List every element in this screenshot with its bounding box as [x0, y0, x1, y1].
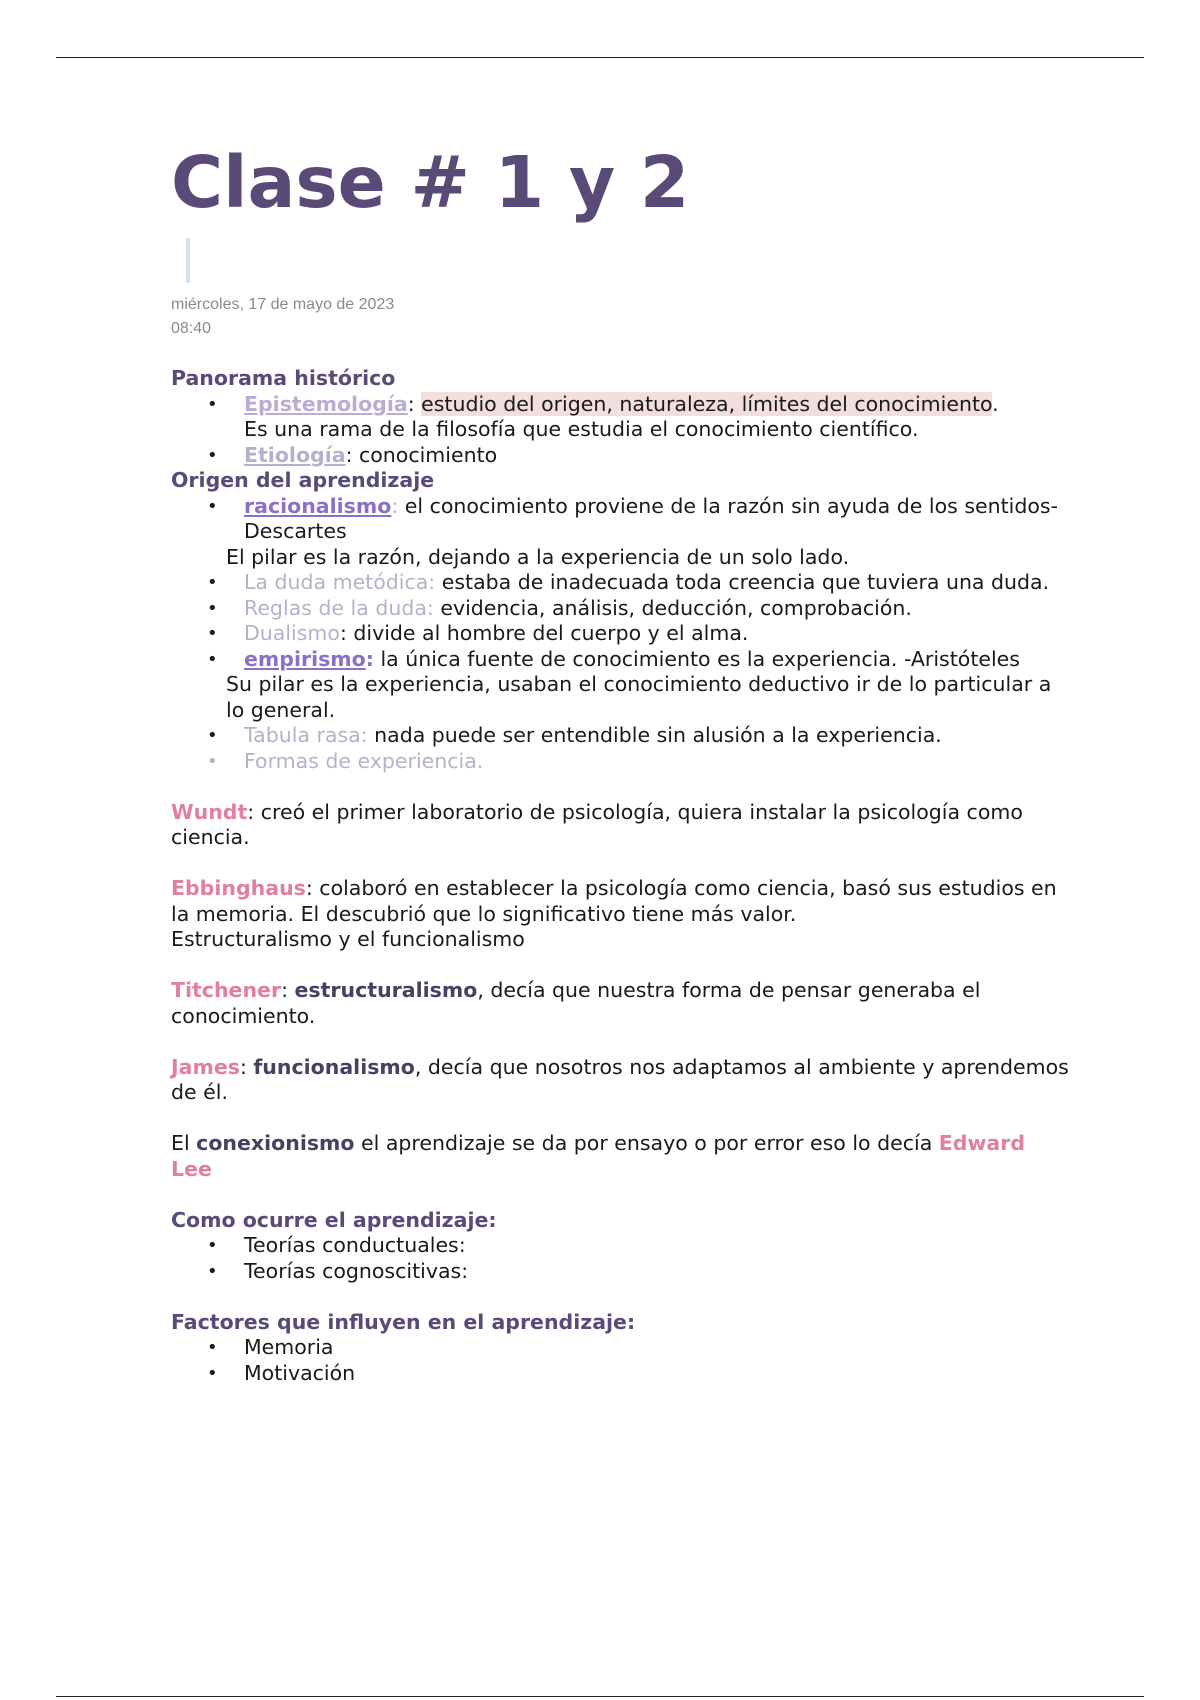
list-origen-b [171, 570, 1071, 672]
link-epistemologia[interactable]: Epistemología [244, 391, 408, 416]
list-item: • Motivación [171, 1361, 1071, 1387]
term-tabula: Tabula rasa: [244, 723, 368, 747]
name-edward-lee: Edward Lee [171, 1131, 1026, 1181]
list-item-epistemologia: • Epistemología: estudio del origen, naturaleza, límites del conocimiento. Es una rama de la filosofía que estudia el conocimiento científico. [171, 392, 1071, 443]
page-metadata [171, 293, 394, 341]
list-item-racionalismo: • racionalismo: el conocimiento proviene de la razón sin ayuda de los sentidos- Descartes [171, 494, 1071, 545]
heading-panorama: Panorama histórico [171, 366, 396, 390]
list-factores [171, 1335, 1071, 1386]
empirismo-note: Su pilar es la experiencia, usaban el conocimiento deductivo ir de lo particular a lo general. [226, 672, 1052, 722]
link-racionalismo[interactable]: racionalismo [244, 493, 392, 518]
page-date: miércoles, 17 de mayo de 2023 [171, 296, 395, 313]
page-title: Clase # 1 y 2 [171, 141, 690, 224]
list-item-empirismo: • empirismo: la única fuente de conocimiento es la experiencia. -Aristóteles [171, 647, 1071, 673]
paragraph-james: James: funcionalismo, decía que nosotros nos adaptamos al ambiente y aprendemos de él. [171, 1054, 1069, 1104]
racionalismo-note: El pilar es la razón, dejando a la experiencia de un solo lado. [226, 544, 850, 569]
list-origen-a [171, 494, 1071, 545]
list-item-formas: • Formas de experiencia. [171, 749, 1071, 775]
term-estructuralismo: estructuralismo [294, 978, 478, 1002]
term-duda: La duda metódica: [244, 570, 436, 594]
list-como-ocurre [171, 1233, 1071, 1284]
heading-origen: Origen del aprendizaje [171, 468, 435, 492]
heading-factores: Factores que influyen en el aprendizaje: [171, 1309, 636, 1334]
highlighted-definition: estudio del origen, naturaleza, límites del conocimiento [421, 391, 993, 416]
term-dualismo: Dualismo [244, 621, 340, 645]
list-item: • Memoria [171, 1335, 1071, 1361]
page-time: 08:40 [171, 320, 212, 337]
paragraph-wundt: Wundt: creó el primer laboratorio de psicología, quiera instalar la psicología como ciencia. [171, 799, 1023, 849]
text-cursor [186, 238, 190, 283]
bottom-rule [56, 1696, 1144, 1697]
note-body[interactable] [171, 366, 1071, 1386]
list-item-duda: • La duda metódica: estaba de inadecuada toda creencia que tuviera una duda. [171, 570, 1071, 596]
term-reglas: Reglas de la duda: [244, 595, 434, 620]
name-james: James [171, 1054, 240, 1079]
link-empirismo[interactable]: empirismo [244, 646, 366, 671]
list-item: • Teorías cognoscitivas: [171, 1259, 1071, 1285]
paragraph-titchener: Titchener: estructuralismo, decía que nuestra forma de pensar generaba el conocimiento. [171, 978, 981, 1028]
epistemologia-description: Es una rama de la filosofía que estudia el conocimiento científico. [244, 417, 919, 441]
name-ebbinghaus: Ebbinghaus [171, 876, 306, 900]
top-rule [56, 57, 1144, 58]
list-item: • Teorías conductuales: [171, 1233, 1071, 1259]
list-item-dualismo: • Dualismo: divide al hombre del cuerpo y el alma. [171, 621, 1071, 647]
list-item-reglas: • Reglas de la duda: evidencia, análisis, deducción, comprobación. [171, 596, 1071, 622]
paragraph-conexionismo: El conexionismo el aprendizaje se da por ensayo o por error eso lo decía Edward Lee [171, 1131, 1026, 1181]
list-item-tabula: • Tabula rasa: nada puede ser entendible sin alusión a la experiencia. [171, 723, 1071, 749]
name-titchener: Titchener [171, 978, 282, 1002]
list-panorama [171, 392, 1071, 469]
term-conexionismo: conexionismo [196, 1131, 355, 1155]
name-wundt: Wundt [171, 799, 248, 824]
list-origen-c [171, 723, 1071, 774]
list-item-etiologia: • Etiología: conocimiento [171, 443, 1071, 469]
paragraph-ebbinghaus: Ebbinghaus: colaboró en establecer la psicología como ciencia, basó sus estudios en la memoria. El descubrió que lo significativo tiene más valor. Estructuralismo y el funcionalismo [171, 876, 1057, 951]
term-funcionalismo: funcionalismo [253, 1054, 415, 1079]
heading-como-ocurre: Como ocurre el aprendizaje: [171, 1207, 497, 1232]
link-etiologia[interactable]: Etiología [244, 442, 346, 467]
